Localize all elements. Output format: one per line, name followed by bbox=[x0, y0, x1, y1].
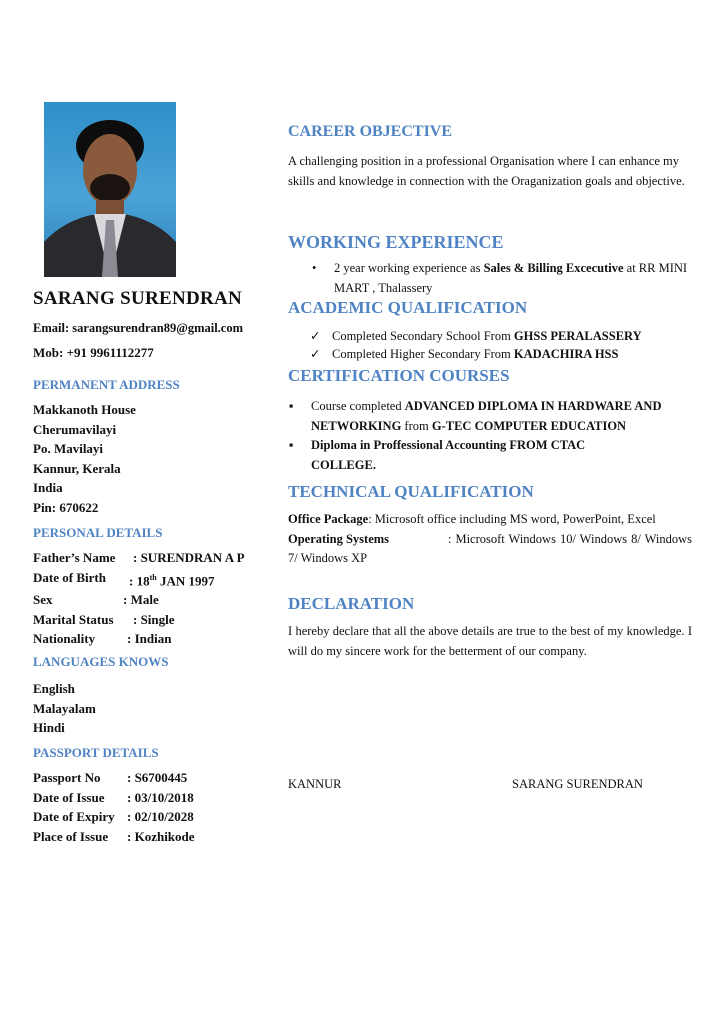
academic-list bbox=[310, 327, 700, 364]
languages-heading: LANGUAGES KNOWS bbox=[33, 654, 169, 669]
profile-photo bbox=[44, 102, 176, 277]
personal-row bbox=[33, 568, 245, 591]
row-label: Marital Status bbox=[33, 611, 114, 627]
row-label: Date of Expiry bbox=[33, 809, 115, 824]
address-line: Po. Mavilayi bbox=[33, 441, 104, 456]
passport-row bbox=[33, 788, 195, 808]
language-item: Malayalam bbox=[33, 700, 96, 716]
portrait-image bbox=[44, 102, 176, 277]
row-label: Date of Issue bbox=[33, 789, 105, 805]
candidate-name: SARANG SURENDRAN bbox=[33, 288, 243, 309]
row-value: : Kozhikode bbox=[127, 828, 195, 844]
language-item: English bbox=[33, 681, 75, 696]
mobile-text: Mob: +91 9961112277 bbox=[33, 345, 154, 360]
passport-row bbox=[33, 827, 195, 847]
row-label: Father’s Name bbox=[33, 550, 116, 565]
personal-row bbox=[33, 548, 245, 568]
technical-heading: TECHNICAL QUALIFICATION bbox=[288, 482, 534, 501]
row-label: Place of Issue bbox=[33, 828, 109, 844]
address-line: Cherumavilayi bbox=[33, 421, 117, 437]
office-package-row: Office Package: Microsoft office including MS word, PowerPoint, Excel bbox=[288, 512, 656, 526]
language-item: Hindi bbox=[33, 720, 65, 735]
personal-details-heading: PERSONAL DETAILS bbox=[33, 525, 163, 540]
permanent-address-heading: PERMANENT ADDRESS bbox=[33, 377, 180, 392]
certification-item: ▪ Course completed ADVANCED DIPLOMA IN HARDWARE AND NETWORKING from G-TEC COMPUTER EDUCATION bbox=[289, 397, 689, 436]
academic-item: ✓ Completed Secondary School From GHSS PERALASSERY bbox=[310, 327, 700, 347]
row-value: : SURENDRAN A P bbox=[133, 550, 245, 565]
academic-heading: ACADEMIC QUALIFICATION bbox=[288, 298, 528, 317]
row-label: Sex bbox=[33, 592, 53, 608]
row-value: : S6700445 bbox=[127, 770, 188, 785]
row-value: : 02/10/2028 bbox=[127, 809, 194, 824]
email-text: Email: sarangsurendran89@gmail.com bbox=[33, 321, 244, 335]
working-experience-heading: WORKING EXPERIENCE bbox=[288, 232, 504, 252]
certification-heading: CERTIFICATION COURSES bbox=[288, 366, 510, 385]
row-value: : Indian bbox=[127, 631, 172, 647]
personal-row bbox=[33, 610, 245, 630]
academic-item: ✓ Completed Higher Secondary From KADACHIRA HSS bbox=[310, 345, 700, 365]
career-objective-text: A challenging position in a professional Organisation where I can enhance my skills and knowledge in connection with the Oraganization goals and objective. bbox=[288, 154, 685, 188]
technical-block bbox=[288, 510, 692, 569]
address-block bbox=[33, 400, 136, 517]
certification-list bbox=[289, 397, 689, 475]
row-label: Nationality bbox=[33, 631, 96, 647]
address-line: India bbox=[33, 480, 63, 495]
passport-row bbox=[33, 807, 195, 827]
experience-item bbox=[312, 259, 692, 298]
experience-text: 2 year working experience as Sales & Billing Excecutive at RR MINI MART , Thalassery bbox=[334, 261, 688, 295]
address-line: Kannur, Kerala bbox=[33, 460, 121, 476]
languages-block bbox=[33, 679, 96, 738]
address-line: Makkanoth House bbox=[33, 402, 136, 417]
bullet-icon: • bbox=[312, 261, 317, 275]
square-bullet-icon: ▪ bbox=[289, 438, 294, 452]
declaration-heading: DECLARATION bbox=[288, 594, 415, 613]
personal-row bbox=[33, 590, 245, 610]
address-line: Pin: 670622 bbox=[33, 499, 99, 515]
row-value: : Single bbox=[133, 611, 175, 627]
passport-row bbox=[33, 768, 195, 788]
passport-block bbox=[33, 768, 195, 846]
row-value: : 18th JAN 1997 bbox=[129, 572, 215, 588]
check-icon: ✓ bbox=[310, 329, 321, 343]
check-icon: ✓ bbox=[310, 346, 321, 361]
operating-systems-row: Operating Systems : Microsoft Windows 10/ Windows 8/ Windows 7/ Windows XP bbox=[288, 531, 692, 565]
career-objective-heading: CAREER OBJECTIVE bbox=[288, 123, 453, 140]
signature-place: KANNUR bbox=[288, 777, 342, 791]
certification-item: ▪ Diploma in Proffessional Accounting FROM CTAC COLLEGE. bbox=[289, 436, 689, 475]
row-value: : Male bbox=[123, 592, 159, 608]
personal-details-block bbox=[33, 548, 245, 649]
passport-heading: PASSPORT DETAILS bbox=[33, 745, 159, 760]
row-value: : 03/10/2018 bbox=[127, 789, 194, 805]
row-label: Passport No bbox=[33, 770, 101, 785]
row-label: Date of Birth bbox=[33, 569, 106, 585]
square-bullet-icon: ▪ bbox=[289, 399, 294, 413]
personal-row bbox=[33, 629, 245, 649]
declaration-text: I hereby declare that all the above details are true to the best of my knowledge. I will do my sincere work for the betterment of our company. bbox=[288, 624, 692, 658]
signature-name: SARANG SURENDRAN bbox=[512, 777, 643, 791]
